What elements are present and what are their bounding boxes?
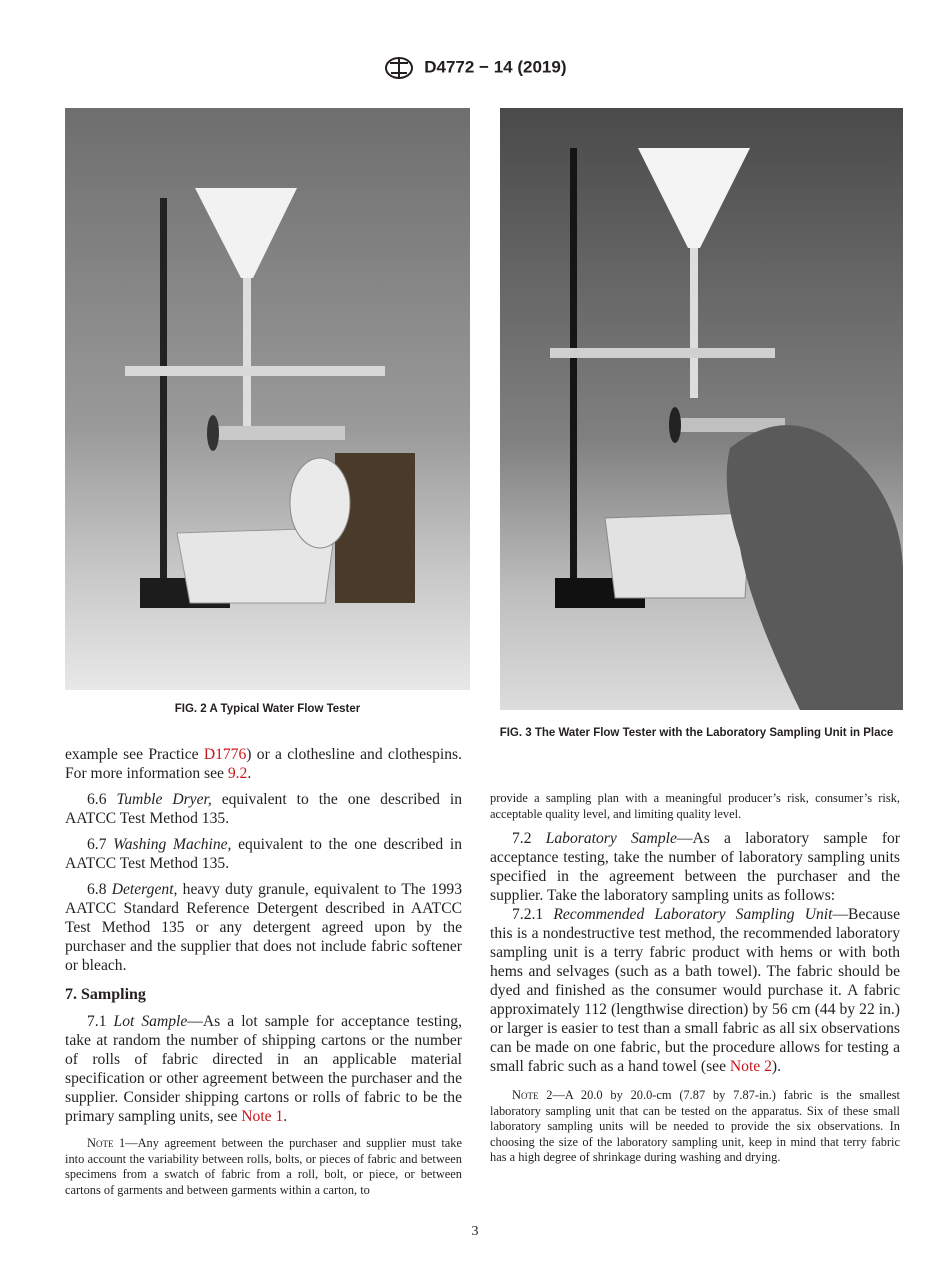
text: —Because this is a nondestructive test method, the recommended laboratory sampling unit is a terry fabric product with hems or with both hems and selvages (such as a bath towel). The fabric should be dyed and finished as the consumer would purchase it. A fabric approximately 112 (lengthwise direction) by 56 cm (44 by 22 in.) or larger is easier to test than a small fabric as all six observations can be made on one fabric, but the procedure allows for testing a small fabric such as a hand towel (see (490, 906, 900, 1075)
link-9-2[interactable]: 9.2 (227, 765, 248, 782)
text: —A 20.0 by 20.0-cm (7.87 by 7.87-in.) fabric is the smallest laboratory sampling unit that can be tested on the apparatus. Six of these small laboratory sampling units will be needed to provide the six observations. In choosing the size of the laboratory sampling unit, keep in mind that terry fabric has a high degree of shrinkage during washing and drying. (490, 1088, 900, 1164)
paragraph-6-5-cont (65, 745, 462, 783)
section-number: 7.1 (87, 1013, 114, 1030)
document-designation: D4772 − 14 (2019) (424, 57, 567, 77)
note-1-continued: provide a sampling plan with a meaningful producer’s risk, consumer’s risk, acceptable quality level, and limiting quality level. (490, 791, 900, 821)
link-d1776[interactable]: D1776 (203, 746, 247, 763)
text: —As a laboratory sample for acceptance testing, take the number of laboratory sampling units specified in the agreement between the purchaser and the supplier. Take the laboratory sampling units as follows: (490, 830, 900, 904)
text: . (283, 1108, 288, 1125)
paragraph-7-2 (490, 829, 900, 905)
astm-logo-icon (384, 56, 414, 80)
section-heading-sampling: 7. Sampling (65, 986, 146, 1003)
figure-2-caption: FIG. 2 A Typical Water Flow Tester (174, 703, 361, 715)
paragraph-6-7 (65, 835, 462, 873)
figure-3-caption: FIG. 3 The Water Flow Tester with the Laboratory Sampling Unit in Place (499, 727, 894, 739)
paragraph-6-8 (65, 880, 462, 975)
paragraph-7-2-1 (490, 905, 900, 1076)
note-label: Note 2 (512, 1088, 553, 1102)
term: Tumble Dryer, (116, 791, 212, 808)
text: heavy duty granule, equivalent to The 1993 AATCC Standard Reference Detergent described in AATCC Test Method 135 or any detergent agreed upon by the purchaser and the supplier that does not include fabric softener or bleach. (65, 881, 462, 974)
section-number: 6.7 (87, 836, 114, 853)
text: example see Practice (65, 746, 204, 763)
left-column (65, 745, 462, 1205)
section-number: 6.6 (87, 791, 117, 808)
text: ) or a clothesline and clothespins. For more information see (65, 746, 462, 782)
paragraph-7-1 (65, 1012, 462, 1126)
figure-2-photo (65, 108, 470, 690)
right-column (490, 791, 900, 1173)
section-number: 7.2 (512, 830, 546, 847)
section-number: 7.2.1 (512, 906, 554, 923)
figure-3-photo (500, 108, 903, 710)
term: Recommended Laboratory Sampling Unit (553, 906, 833, 923)
link-note-2[interactable]: Note 2 (729, 1058, 772, 1075)
section-number: 6.8 (87, 881, 112, 898)
text: . (247, 765, 252, 782)
note-1 (65, 1136, 462, 1198)
term: Laboratory Sample (545, 830, 677, 847)
link-note-1[interactable]: Note 1 (241, 1108, 284, 1125)
page-number: 3 (471, 1224, 479, 1239)
text: —As a lot sample for acceptance testing, take at random the number of shipping cartons or the number of rolls of fabric directed in an applicable material specification or other agreement between the purchaser and the supplier. Consider shipping cartons or rolls of fabric to be the primary sampling units, see (65, 1013, 463, 1125)
page-header (0, 56, 950, 80)
note-label: Note 1 (87, 1136, 126, 1150)
paragraph-6-6 (65, 790, 462, 828)
term: Washing Machine, (113, 836, 232, 853)
term: Detergent, (111, 881, 178, 898)
term: Lot Sample (113, 1013, 188, 1030)
text: equivalent to the one described in AATCC Test Method 135. (65, 791, 463, 827)
text: equivalent to the one described in AATCC Test Method 135. (65, 836, 463, 872)
note-2 (490, 1088, 900, 1166)
text: —Any agreement between the purchaser and supplier must take into account the variability between rolls, bolts, or pieces of fabric and between specimens from a swatch of fabric from a roll, bolt, or piece, or between cartons of garments and between garments within a carton, to (65, 1136, 462, 1197)
text: ). (771, 1058, 781, 1075)
